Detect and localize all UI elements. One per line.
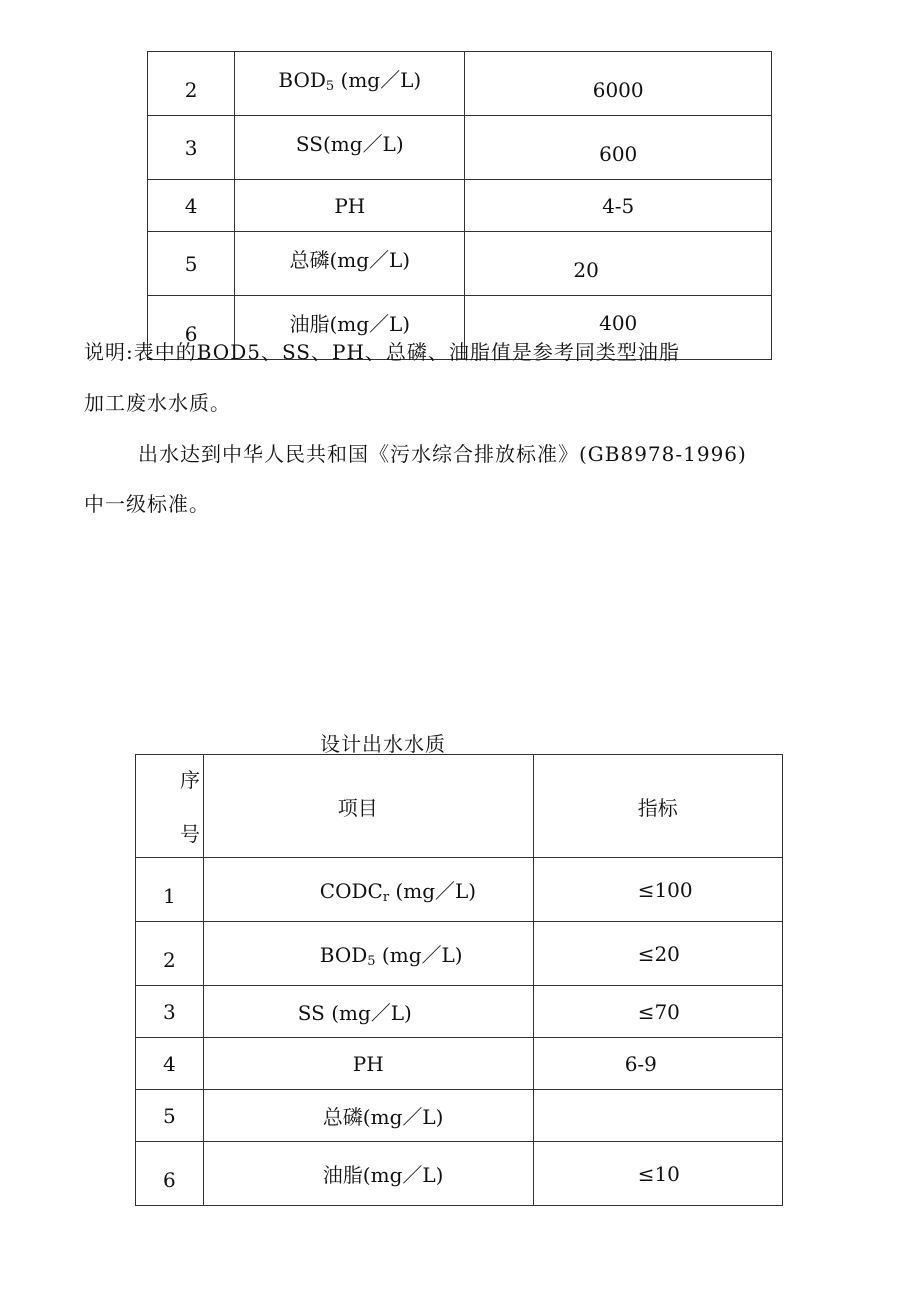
item-cell: $CODC_r$ (mg／L)	[203, 858, 533, 922]
table-row	[136, 858, 783, 922]
discharge-standard-line-1: 出水达到中华人民共和国《污水综合排放标准》(GB8978-1996)	[138, 442, 747, 466]
table-row	[148, 52, 772, 116]
table-header-row	[136, 755, 783, 858]
row-number: 2	[136, 922, 204, 986]
row-number: 3	[148, 116, 235, 180]
item-cell: $BOD_5$ (mg／L)	[203, 922, 533, 986]
item-cell: PH	[235, 180, 465, 232]
item-cell: SS (mg／L)	[203, 986, 533, 1038]
header-item: 项目	[203, 755, 533, 858]
table-row	[136, 1038, 783, 1090]
table-row	[148, 180, 772, 232]
row-number: 4	[136, 1038, 204, 1090]
row-number: 6	[148, 296, 235, 360]
value-cell: 4-5	[465, 180, 772, 232]
row-number: 5	[148, 232, 235, 296]
item-cell: $BOD_5$ (mg／L)	[235, 52, 465, 116]
row-number: 1	[136, 858, 204, 922]
header-number-line-2: 号	[180, 822, 200, 846]
table-row	[148, 232, 772, 296]
row-number: 3	[136, 986, 204, 1038]
table-note-line-2: 加工废水水质。	[84, 391, 231, 415]
row-number: 5	[136, 1090, 204, 1142]
value-cell	[533, 1090, 782, 1142]
item-cell: SS(mg／L)	[235, 116, 465, 180]
table-row	[136, 1142, 783, 1206]
item-cell: 油脂(mg／L)	[235, 296, 465, 360]
row-number: 6	[136, 1142, 204, 1206]
item-cell: 总磷(mg／L)	[203, 1090, 533, 1142]
value-cell: 6000	[465, 52, 772, 116]
influent-quality-table	[147, 51, 772, 360]
value-cell: ≤70	[533, 986, 782, 1038]
table-row	[136, 922, 783, 986]
row-number: 2	[148, 52, 235, 116]
effluent-quality-table	[135, 754, 783, 1206]
discharge-standard-line-2: 中一级标准。	[84, 492, 210, 516]
value-cell: ≤100	[533, 858, 782, 922]
item-cell: 油脂(mg／L)	[203, 1142, 533, 1206]
table-row	[148, 116, 772, 180]
table-row	[136, 1090, 783, 1142]
table-note-line-1: 说明:表中的BOD5、SS、PH、总磷、油脂值是参考同类型油脂	[84, 340, 680, 364]
header-number	[136, 755, 204, 858]
row-number: 4	[148, 180, 235, 232]
table-row	[136, 986, 783, 1038]
item-cell: 总磷(mg／L)	[235, 232, 465, 296]
item-cell: PH	[203, 1038, 533, 1090]
value-cell: ≤10	[533, 1142, 782, 1206]
value-cell: 400	[465, 296, 772, 360]
value-cell: 600	[465, 116, 772, 180]
effluent-table-caption: 设计出水水质	[320, 732, 446, 756]
value-cell: 6-9	[533, 1038, 782, 1090]
value-cell: ≤20	[533, 922, 782, 986]
header-value: 指标	[533, 755, 782, 858]
header-number-line-1: 序	[180, 768, 200, 792]
value-cell: 20	[465, 232, 772, 296]
